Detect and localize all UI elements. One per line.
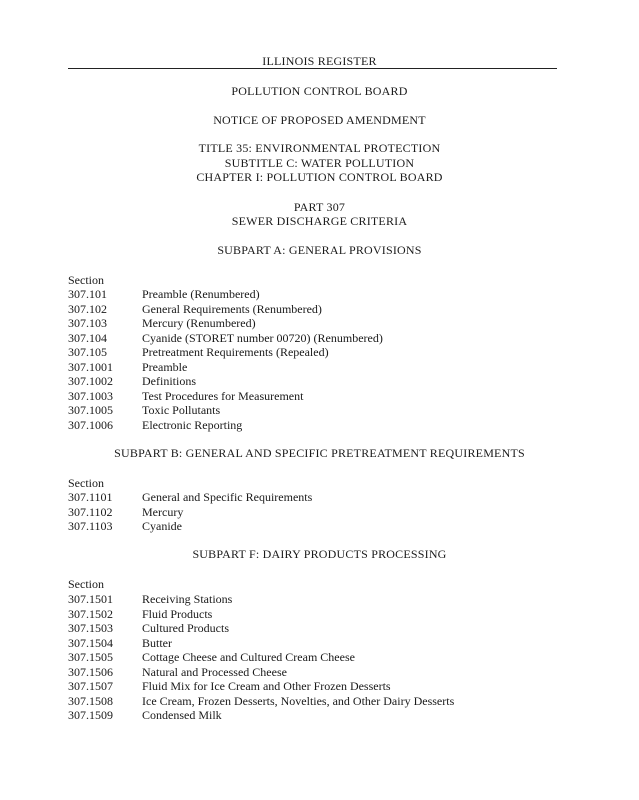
section-number: 307.1005: [68, 403, 113, 417]
section-number: 307.1502: [68, 606, 113, 621]
section-title: Test Procedures for Measurement: [142, 388, 304, 403]
section-number: 307.1509: [68, 708, 113, 722]
section-number: 307.1101: [68, 490, 113, 504]
section-entry: [68, 665, 568, 680]
section-number: 307.102: [68, 301, 107, 316]
section-entry: [68, 490, 568, 505]
section-number: 307.1508: [68, 693, 113, 708]
header-rule: [68, 68, 557, 69]
part-number: PART 307: [293, 200, 346, 214]
section-title: Mercury (Renumbered): [142, 316, 256, 330]
section-entry: [68, 636, 568, 651]
board-heading: POLLUTION CONTROL BOARD: [231, 84, 408, 98]
section-title: Cultured Products: [142, 621, 229, 635]
section-entry: [68, 360, 568, 375]
section-number: 307.1504: [68, 635, 113, 650]
section-title: Cyanide: [142, 519, 182, 533]
section-entry: [68, 679, 568, 694]
subpart-b-section-label: Section: [68, 476, 104, 490]
section-title: Cyanide (STORET number 00720) (Renumbered): [142, 330, 383, 345]
section-title: Definitions: [142, 374, 196, 388]
section-title: Preamble (Renumbered): [142, 287, 260, 301]
section-title: Butter: [142, 635, 172, 650]
section-number: 307.1505: [68, 650, 113, 664]
section-title: Natural and Processed Cheese: [142, 664, 287, 679]
section-entry: [68, 287, 568, 302]
section-number: 307.1001: [68, 359, 113, 374]
section-number: 307.1503: [68, 621, 113, 635]
section-title: Mercury: [142, 504, 184, 519]
part-name: SEWER DISCHARGE CRITERIA: [231, 214, 408, 228]
section-number: 307.1103: [68, 519, 113, 533]
section-title: Fluid Products: [142, 606, 213, 621]
section-entry: [68, 374, 568, 389]
section-entry: [68, 708, 568, 723]
section-entry: [68, 403, 568, 418]
section-title: General Requirements (Renumbered): [142, 301, 322, 316]
section-entry: [68, 302, 568, 317]
subpart-a-section-list: [68, 287, 568, 432]
section-title: Preamble: [142, 359, 188, 374]
subpart-b-section-list: [68, 490, 568, 534]
subpart-f-heading: SUBPART F: DAIRY PRODUCTS PROCESSING: [192, 547, 447, 561]
section-number: 307.1507: [68, 679, 113, 693]
subtitle-line: SUBTITLE C: WATER POLLUTION: [224, 156, 415, 170]
section-number: 307.101: [68, 287, 107, 301]
subpart-b-heading: SUBPART B: GENERAL AND SPECIFIC PRETREATMENT REQUIREMENTS: [114, 446, 525, 460]
section-title: Electronic Reporting: [142, 417, 243, 432]
section-entry: [68, 331, 568, 346]
section-title: Pretreatment Requirements (Repealed): [142, 345, 329, 359]
section-entry: [68, 418, 568, 433]
section-title: Receiving Stations: [142, 592, 233, 606]
subpart-a-heading: SUBPART A: GENERAL PROVISIONS: [217, 243, 422, 257]
notice-heading: NOTICE OF PROPOSED AMENDMENT: [213, 113, 426, 127]
section-entry: [68, 694, 568, 709]
section-number: 307.1501: [68, 592, 113, 606]
section-title: Toxic Pollutants: [142, 403, 221, 417]
subpart-f-section-label: Section: [68, 577, 104, 591]
section-number: 307.1002: [68, 374, 113, 388]
section-entry: [68, 519, 568, 534]
subpart-a-section-label: Section: [68, 273, 104, 287]
section-number: 307.1003: [68, 388, 113, 403]
chapter-line: CHAPTER I: POLLUTION CONTROL BOARD: [196, 170, 443, 184]
title-line: TITLE 35: ENVIRONMENTAL PROTECTION: [198, 141, 441, 155]
section-title: Cottage Cheese and Cultured Cream Cheese: [142, 650, 355, 664]
section-title: General and Specific Requirements: [142, 490, 313, 504]
subpart-f-section-list: [68, 592, 568, 723]
section-number: 307.103: [68, 316, 107, 330]
section-entry: [68, 505, 568, 520]
section-title: Condensed Milk: [142, 708, 222, 722]
section-entry: [68, 621, 568, 636]
register-header: ILLINOIS REGISTER: [262, 54, 377, 68]
section-number: 307.1102: [68, 504, 113, 519]
section-entry: [68, 650, 568, 665]
section-entry: [68, 607, 568, 622]
section-number: 307.1006: [68, 417, 113, 432]
section-title: Fluid Mix for Ice Cream and Other Frozen Desserts: [142, 679, 391, 693]
section-number: 307.105: [68, 345, 107, 359]
section-entry: [68, 592, 568, 607]
section-entry: [68, 316, 568, 331]
section-entry: [68, 389, 568, 404]
section-number: 307.1506: [68, 664, 113, 679]
section-entry: [68, 345, 568, 360]
section-number: 307.104: [68, 330, 107, 345]
section-title: Ice Cream, Frozen Desserts, Novelties, and Other Dairy Desserts: [142, 693, 455, 708]
